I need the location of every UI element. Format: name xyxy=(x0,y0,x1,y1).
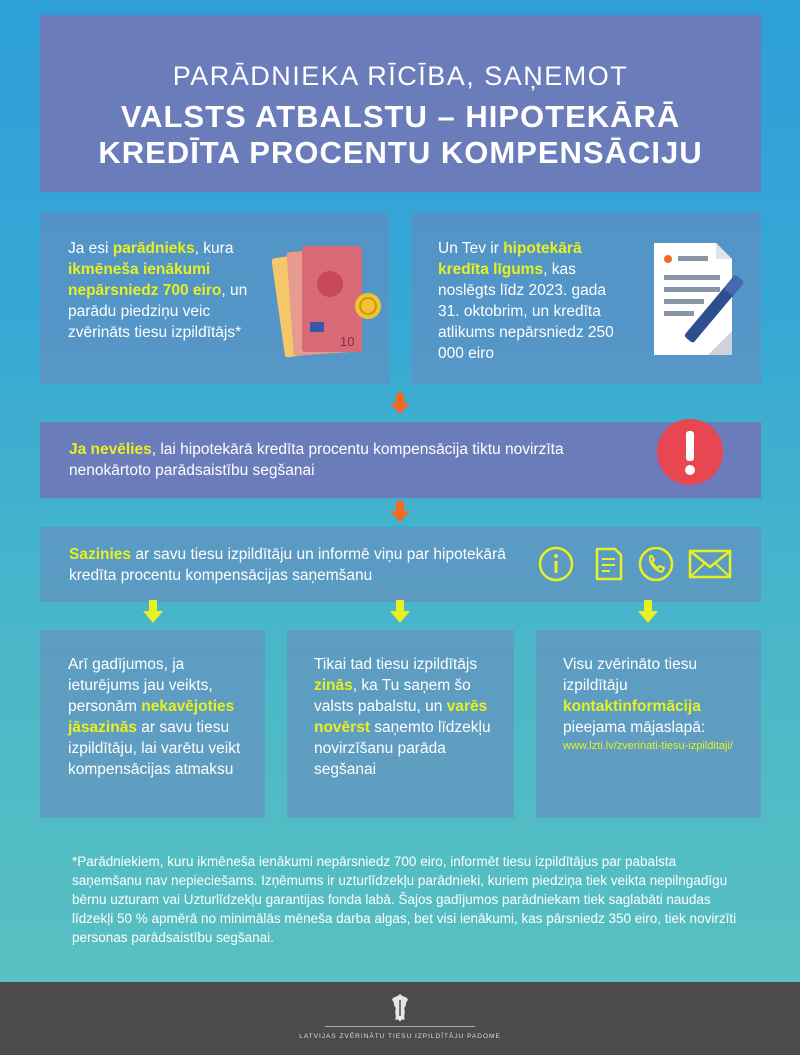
highlight-contact: Sazinies xyxy=(69,546,132,563)
banknote-label: 10 xyxy=(340,334,355,349)
debtor-condition-text xyxy=(68,238,273,343)
footer-divider xyxy=(325,1026,475,1027)
highlight-income: ikmēneša ienākumi nepārsniedz 700 eiro xyxy=(68,261,222,299)
text-part: ar savu tiesu izpildītāju, lai varētu veikt kompensācijas atmaksu xyxy=(68,719,241,778)
arrow-down-icon xyxy=(389,501,411,523)
mortgage-condition-card xyxy=(412,212,761,384)
arrow-down-icon xyxy=(389,600,411,624)
highlight-contacts: kontaktinformācija xyxy=(563,698,701,715)
choice-card xyxy=(40,422,761,498)
text-part: ar savu tiesu izpildītāju un informē viņu par hipotekārā kredīta procentu kompensācijas saņemšanu xyxy=(69,546,506,584)
refund-card xyxy=(40,630,265,818)
footer-bar xyxy=(0,982,800,1055)
debtor-condition-card xyxy=(40,212,389,384)
text-part: , un parādu piedziņu veic zvērināts tiesu izpildītājs* xyxy=(68,282,248,341)
text-part: , kura xyxy=(194,240,234,257)
arrow-down-icon xyxy=(142,600,164,624)
footnote: *Parādniekiem, kuru ikmēneša ienākumi nepārsniedz 700 eiro, informēt tiesu izpildītājus par pabalsta saņemšanu nav nepieciešams. Izņēmums ir uzturlīdzekļu parādnieki, kuriem piedziņa tiek veikta nepilngadīgu bērnu uzturam vai Uzturlīdzekļu garantijas fonda labā. Šajos gadījumos parādniekam tiek saglabāti naudas līdzekļi 50 % apmērā no minimālās mēneša darba algas, bet visi ienākumi, kas pārsniedz 350 eiro, tiek novirzīti personas parādsaistību segšanai. xyxy=(72,854,737,945)
bailiff-knows-text xyxy=(314,654,492,780)
title-line-2: VALSTS ATBALSTU – HIPOTEKĀRĀ xyxy=(120,99,681,134)
contact-bailiff-text xyxy=(69,544,529,586)
choice-text xyxy=(69,439,589,481)
arrow-down-icon xyxy=(637,600,659,624)
text-part: , kas noslēgts līdz 2023. gada 31. oktobrim, un kredīta atlikums nepārsniedz 250 000 eiro xyxy=(438,261,614,362)
contact-info-card xyxy=(536,630,761,818)
org-name: LATVIJAS ZVĒRINĀTU TIESU IZPILDĪTĀJU PADOME xyxy=(299,1033,501,1040)
highlight-urgent: nekavējoties jāsazinās xyxy=(68,698,235,736)
text-part: Ja esi xyxy=(68,240,113,257)
info-icon xyxy=(538,546,574,582)
text-part: saņemto līdzekļu novirzīšanu parāda segšanai xyxy=(314,719,491,778)
bailiff-knows-card xyxy=(287,630,514,818)
refund-text xyxy=(68,654,248,780)
text-part: Visu zvērināto tiesu izpildītāju xyxy=(563,656,698,694)
highlight-debtor: parādnieks xyxy=(112,240,195,257)
document-icon xyxy=(591,546,627,582)
mail-icon xyxy=(688,549,732,579)
contract-icon xyxy=(650,239,750,359)
money-icon xyxy=(272,236,392,366)
text-part: , lai hipotekārā kredīta procentu kompensācija tiktu novirzīta nenokārtoto parādsaistību segšanai xyxy=(69,441,564,479)
exclamation-icon xyxy=(655,417,725,487)
text-part: Un Tev ir xyxy=(438,240,504,257)
contact-bailiff-card xyxy=(40,527,761,602)
text-part: , ka Tu saņem šo valsts pabalstu, un xyxy=(314,677,471,715)
highlight-choice: Ja nevēlies xyxy=(69,441,152,458)
mortgage-condition-text xyxy=(438,238,628,364)
title-line-1: PARĀDNIEKA RĪCĪBA, SAŅEMOT xyxy=(172,61,629,91)
phone-icon xyxy=(638,546,674,582)
text-part: pieejama mājaslapā: xyxy=(563,719,706,736)
contact-info-text xyxy=(563,654,753,738)
title-line-3: KREDĪTA PROCENTU KOMPENSĀCIJU xyxy=(98,135,703,170)
arrow-down-icon xyxy=(389,393,411,415)
coat-of-arms-logo xyxy=(387,992,413,1024)
text-part: Arī gadījumos, ja ieturējums jau veikts, personām xyxy=(68,656,213,715)
contacts-link[interactable]: www.lzti.lv/zverinati-tiesu-izpilditaji/ xyxy=(563,740,733,752)
highlight-mortgage: hipotekārā kredīta līgums xyxy=(438,240,582,278)
text-part: Tikai tad tiesu izpildītājs xyxy=(314,656,478,673)
title-banner xyxy=(40,15,761,192)
highlight-prevent: varēs novērst xyxy=(314,698,488,736)
highlight-knows: zinās xyxy=(314,677,353,694)
